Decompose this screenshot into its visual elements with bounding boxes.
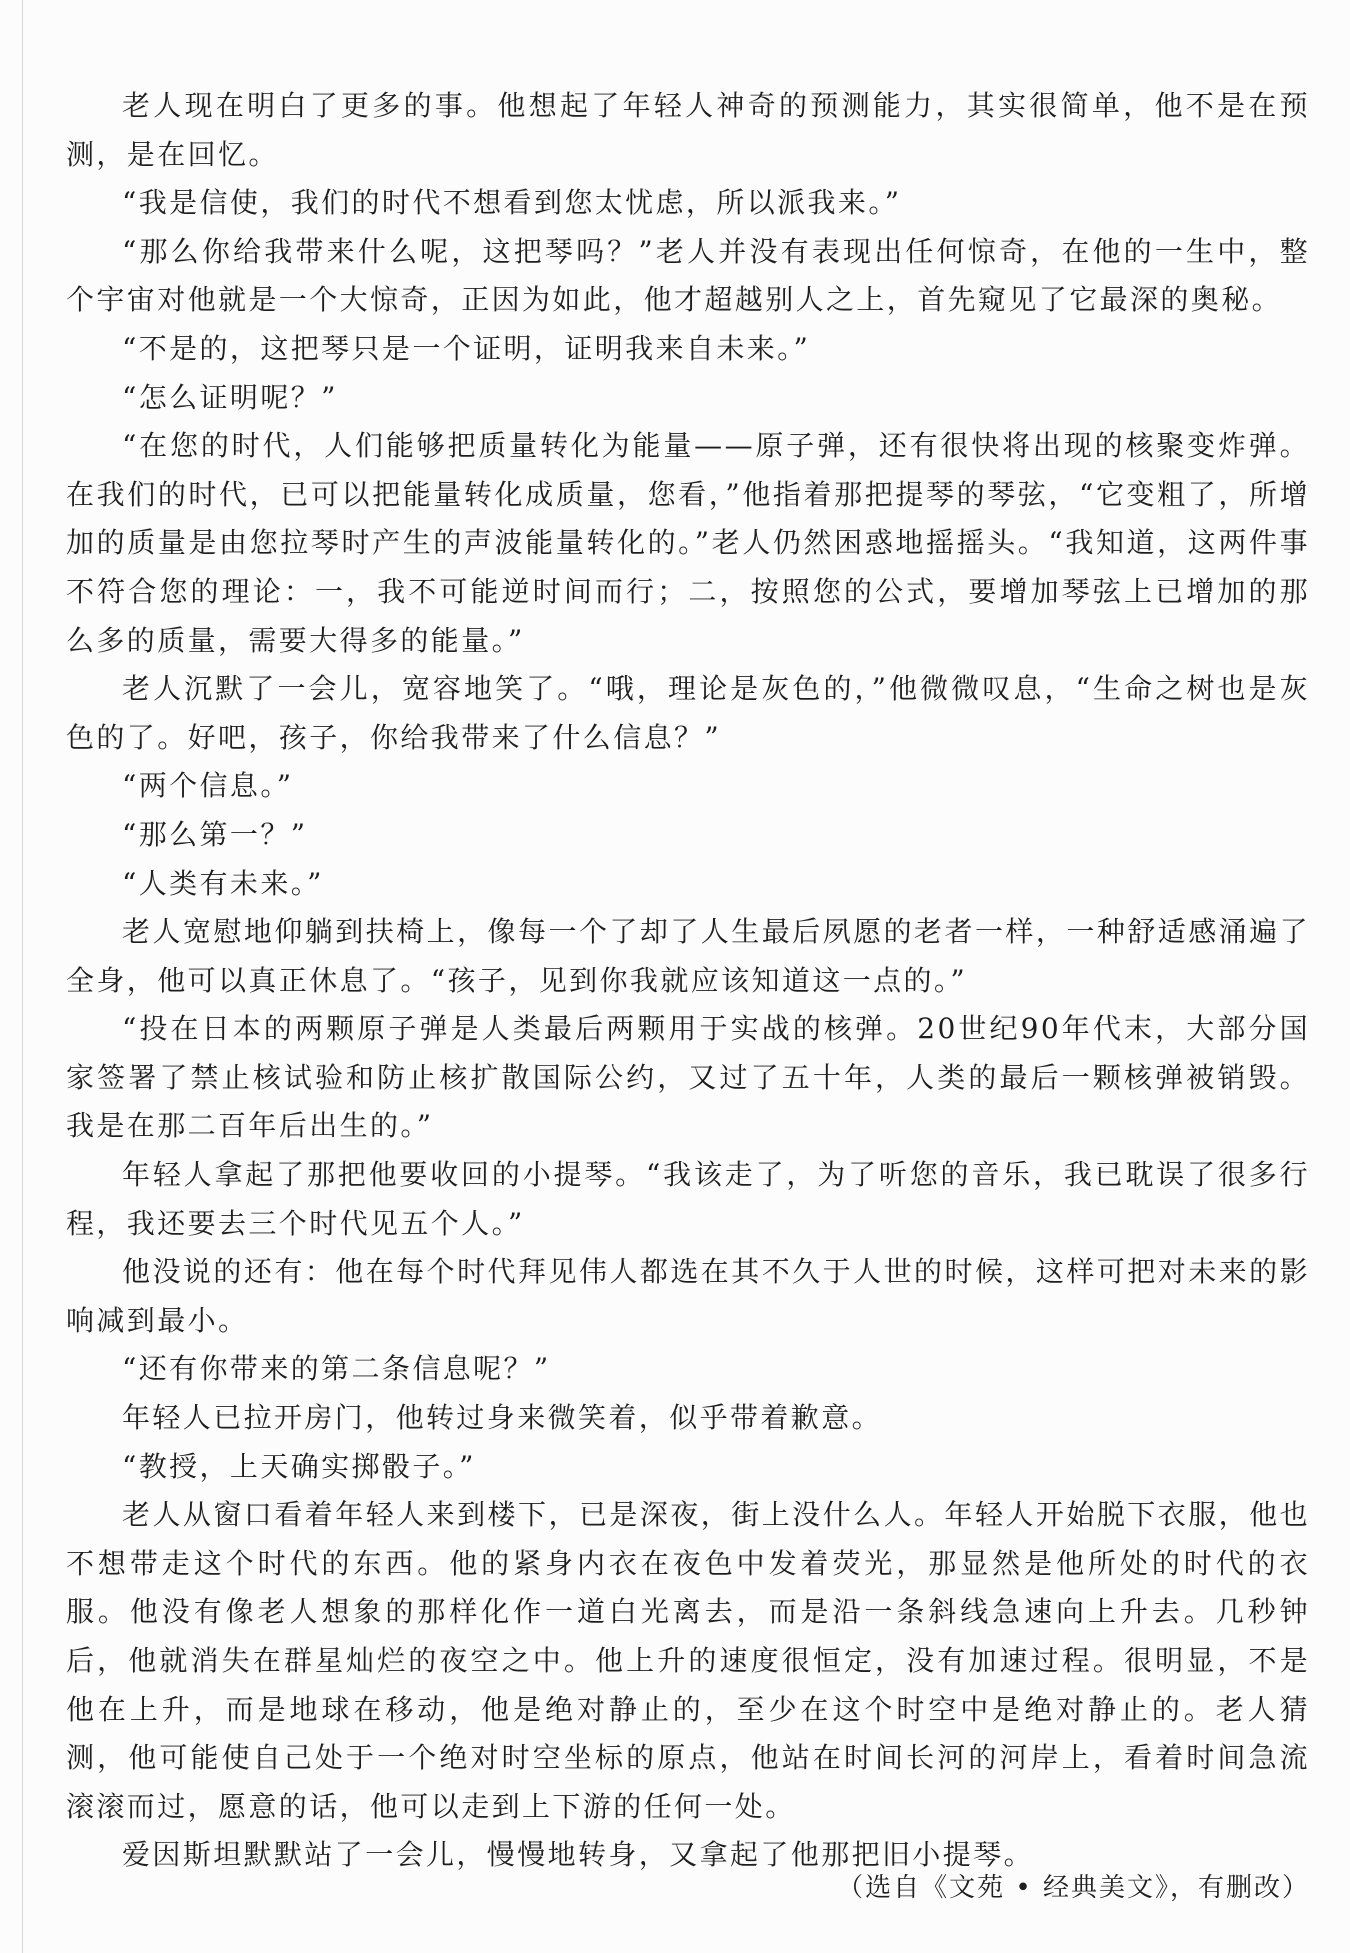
paragraph: 爱因斯坦默默站了一会儿，慢慢地转身，又拿起了他那把旧小提琴。: [122, 1838, 1035, 1872]
paragraph: “投在日本的两颗原子弹是人类最后两颗用于实战的核弹。20世纪90年代末，大部分国家签署了禁止核试验和防止核扩散国际公约，又过了五十年，人类的最后一颗核弹被销毁。我是在那二百年后出生的。”: [66, 1012, 1310, 1143]
paragraph: 老人宽慰地仰躺到扶椅上，像每一个了却了人生最后夙愿的老者一样，一种舒适感涌遍了全身，他可以真正休息了。“孩子，见到你我就应该知道这一点的。”: [66, 915, 1310, 997]
article-body: [66, 82, 1310, 1880]
paragraph: “我是信使，我们的时代不想看到您太忧虑，所以派我来。”: [122, 186, 902, 220]
paragraph: 年轻人拿起了那把他要收回的小提琴。“我该走了，为了听您的音乐，我已耽误了很多行程，我还要去三个时代见五个人。”: [66, 1158, 1310, 1240]
paragraph: 老人沉默了一会儿，宽容地笑了。“哦，理论是灰色的，”他微微叹息，“生命之树也是灰色的了。好吧，孩子，你给我带来了什么信息？”: [66, 672, 1310, 754]
paragraph: 他没说的还有：他在每个时代拜见伟人都选在其不久于人世的时候，这样可把对未来的影响减到最小。: [66, 1255, 1310, 1337]
paragraph: “在您的时代，人们能够把质量转化为能量——原子弹，还有很快将出现的核聚变炸弹。在我们的时代，已可以把能量转化成质量，您看，”他指着那把提琴的琴弦，“它变粗了，所增加的质量是由您拉琴时产生的声波能量转化的。”老人仍然困惑地摇摇头。“我知道，这两件事不符合您的理论：一，我不可能逆时间而行；二，按照您的公式，要增加琴弦上已增加的那么多的质量，需要大得多的能量。”: [66, 429, 1310, 657]
paragraph: “教授，上天确实掷骰子。”: [122, 1449, 476, 1483]
source-citation: （选自《文苑 • 经典美文》，有删改）: [837, 1873, 1310, 1903]
paragraph: “那么你给我带来什么呢，这把琴吗？”老人并没有表现出任何惊奇，在他的一生中，整个宇宙对他就是一个大惊奇，正因为如此，他才超越别人之上，首先窥见了它最深的奥秘。: [66, 234, 1310, 317]
paragraph: “不是的，这把琴只是一个证明，证明我来自未来。”: [122, 331, 811, 365]
paragraph: 老人从窗口看着年轻人来到楼下，已是深夜，街上没什么人。年轻人开始脱下衣服，他也不想带走这个时代的东西。他的紧身内衣在夜色中发着荧光，那显然是他所处的时代的衣服。他没有像老人想象的那样化作一道白光离去，而是沿一条斜线急速向上升去。几秒钟后，他就消失在群星灿烂的夜空之中。他上升的速度很恒定，没有加速过程。很明显，不是他在上升，而是地球在移动，他是绝对静止的，至少在这个时空中是绝对静止的。老人猜测，他可能使自己处于一个绝对时空坐标的原点，他站在时间长河的河岸上，看着时间急流滚滚而过，愿意的话，他可以走到上下游的任何一处。: [66, 1498, 1310, 1823]
paragraph: 老人现在明白了更多的事。他想起了年轻人神奇的预测能力，其实很简单，他不是在预测，是在回忆。: [66, 89, 1310, 171]
left-margin-rule: [22, 0, 23, 1953]
paragraph: “人类有未来。”: [122, 866, 324, 900]
paragraph: “怎么证明呢？”: [122, 380, 338, 414]
paragraph: 年轻人已拉开房门，他转过身来微笑着，似乎带着歉意。: [122, 1401, 883, 1435]
paragraph: “两个信息。”: [122, 769, 294, 803]
paragraph: “还有你带来的第二条信息呢？”: [122, 1352, 551, 1386]
paragraph: “那么第一？”: [122, 817, 308, 851]
